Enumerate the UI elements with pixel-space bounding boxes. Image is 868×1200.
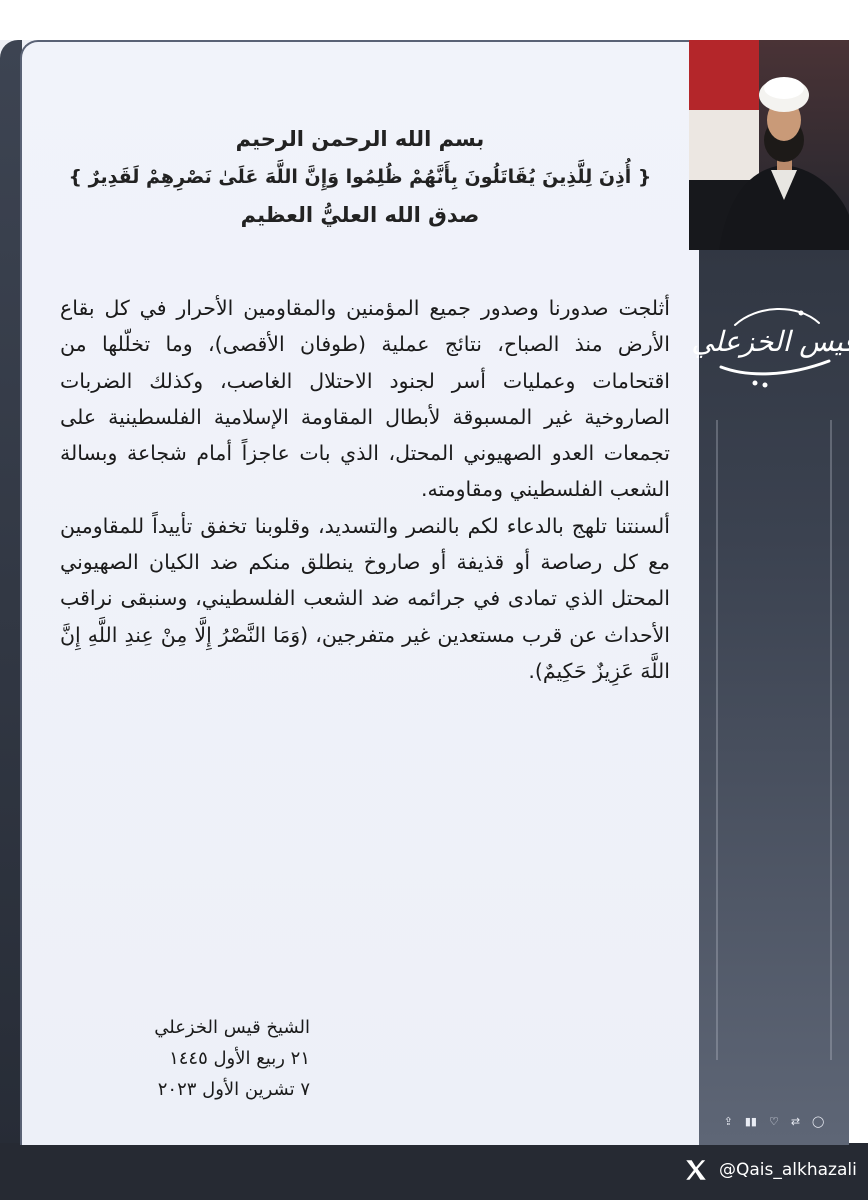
gregorian-date: ٧ تشرين الأول ٢٠٢٣ [157,1079,310,1100]
retweet-icon[interactable]: ⇄ [790,1115,801,1128]
logo-text: قيس الخزعلي [691,325,857,358]
portrait-figure [699,40,849,250]
right-margin [849,0,868,1145]
statement-header [40,120,680,234]
reply-icon[interactable]: ◯ [812,1115,825,1128]
portrait-photo [699,40,849,250]
account-handle-bar [683,1152,857,1188]
basmala: بسم الله الرحمن الرحيم [235,127,485,151]
calligraphy-logo [691,285,857,405]
share-icon[interactable]: ⇪ [723,1115,733,1128]
heart-icon[interactable]: ♡ [768,1115,779,1128]
signature-block [90,1012,310,1105]
paragraph-1: أثلجت صدورنا وصدور جميع المؤمنين والمقاومين الأحرار في كل بقاع الأرض منذ الصباح، نتائج عملية (طوفان الأقصى)، وما تخلّلها من اقتحامات وعمليات أسر لجنود الاحتلال الغاصب، وكذلك الضربات الصاروخية غير المسبوقة لأبطال المقاومة الإسلامية الفلسطينية على تجمعات العدو الصهيوني المحتل، الذي بات عاجزاً أمام شجاعة وبسالة الشعب الفلسطيني ومقاومته. [60,296,670,502]
decorative-lines [715,420,833,1060]
account-handle[interactable]: @Qais_alkhazali [719,1160,857,1180]
paragraph-2: ألسنتنا تلهج بالدعاء لكم بالنصر والتسديد، وقلوبنا تخفق تأييداً للمقاومين مع كل رصاصة أو قذيفة أو صاروخ ينطلق منكم ضد الكيان الصهيوني المحتل الذي تمادى في جرائمه ضد الشعب الفلسطيني، وسنبقى نراقب الأحداث عن قرب مستعدين غير متفرجين، (وَمَا النَّصْرُ إِلَّا مِنْ عِندِ اللَّهِ إِنَّ اللَّهَ عَزِيزٌ حَكِيمٌ). [60,513,670,683]
statement-body [60,290,670,689]
social-action-icons [699,1115,849,1128]
hijri-date: ٢١ ربيع الأول ١٤٤٥ [169,1048,310,1069]
side-panel [691,40,857,1145]
frame-left [0,40,22,1200]
closing-phrase: صدق الله العليُّ العظيم [240,203,480,227]
quran-verse: { أُذِنَ لِلَّذِينَ يُقَاتَلُونَ بِأَنَّهُمْ ظُلِمُوا وَإِنَّ اللَّهَ عَلَىٰ نَصْرِهِمْ لَقَدِيرٌ } [68,166,652,188]
top-margin [0,0,868,40]
bar-chart-icon[interactable]: ▮▮ [744,1115,757,1128]
signatory-name: الشيخ قيس الخزعلي [154,1017,310,1038]
x-logo[interactable] [683,1157,709,1183]
